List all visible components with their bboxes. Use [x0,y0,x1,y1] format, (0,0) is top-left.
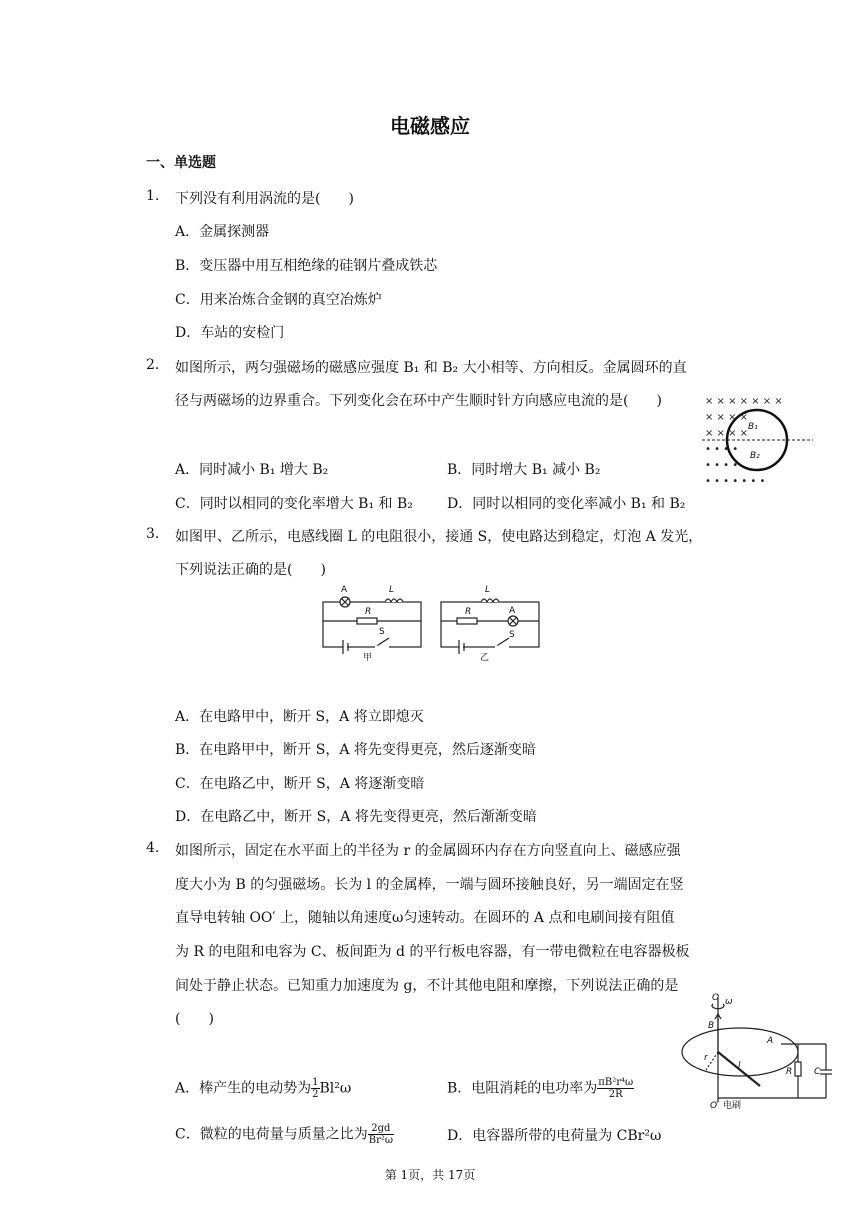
b1-label: B₁ [748,422,758,432]
question-4-option-c [175,1123,394,1146]
label-l: l [738,1061,741,1071]
question-1-number: 1. [146,188,160,204]
question-1-stem: 下列没有利用涡流的是( ) [175,191,354,207]
svg-text:× × × × × × ×: × × × × × × × [705,396,783,407]
section-heading: 一、单选题 [146,155,216,171]
question-4-option-b-prefix: B．电阻消耗的电功率为 [447,1080,598,1097]
field-into-page-marks [705,396,783,439]
question-2-option-c: C．同时以相同的变化率增大 B₁ 和 B₂ [175,496,413,512]
circuit-jia-label-r: R [365,607,372,617]
circuit-yi-label-a: A [509,606,516,616]
question-1-option-d: D．车站的安检门 [175,325,285,341]
question-4-option-a-suffix: Bl²ω [319,1080,352,1097]
circuit-yi-inductor [481,599,499,602]
question-4-option-c-fraction [368,1123,394,1146]
question-2-number: 2. [146,357,160,373]
circuit-yi-frame [441,602,539,647]
question-3-stem-line2: 下列说法正确的是( ) [175,562,326,578]
question-4-option-a-numerator: 1 [312,1077,319,1088]
label-b: B [708,1021,715,1031]
question-3-option-a: A．在电路甲中，断开 S，A 将立即熄灭 [175,709,424,725]
label-omega: ω [725,997,733,1007]
question-4-option-b [447,1077,634,1100]
question-4-option-d: D．电容器所带的电荷量为 CBr²ω [447,1128,662,1144]
question-2-option-d: D．同时以相同的变化率减小 B₁ 和 B₂ [447,496,686,512]
question-3-number: 3. [146,526,160,542]
question-1-option-b: B．变压器中用互相绝缘的硅钢片叠成铁芯 [175,258,438,274]
question-4-stem-line4: 为 R 的电阻和电容为 C、板间距为 d 的平行板电容器，有一带电微粒在电容器极板 [175,944,690,960]
page-footer: 第 1页，共 17页 [384,1168,476,1182]
question-4-option-c-numerator: 2gd [368,1123,394,1135]
question-3-option-d: D．在电路乙中，断开 S，A 将先变得更亮，然后渐渐变暗 [175,809,537,825]
svg-text:• • • •: • • • • [705,444,739,455]
question-4-stem-line3: 直导电转轴 OO′ 上，随轴以角速度ω匀速转动。在圆环的 A 点和电刷间接有阻值 [175,910,675,926]
question-4-option-b-numerator: πB²r⁴ω [598,1077,634,1088]
question-3-option-c: C．在电路乙中，断开 S，A 将逐渐变暗 [175,776,425,792]
question-2-stem-line1: 如图所示，两匀强磁场的磁感应强度 B₁ 和 B₂ 大小相等、方向相反。金属圆环的直 [175,360,687,376]
label-o-prime: O′ [710,1101,720,1111]
question-2-option-a: A．同时减小 B₁ 增大 B₂ [175,462,329,478]
circuit-yi-label-s: S [509,630,515,640]
question-4-number: 4. [146,840,160,856]
label-r-resistor: R [786,1067,793,1077]
question-4-stem-line2: 度大小为 B 的匀强磁场。长为 l 的金属棒，一端与圆环接触良好，另一端固定在竖 [175,877,684,893]
question-4-option-a-prefix: A．棒产生的电动势为 [175,1080,312,1097]
circuit-yi-label-r: R [465,607,472,617]
circuit-yi-resistor [457,618,477,624]
magnetic-field-ring-figure [700,393,815,488]
page-title: 电磁感应 [390,114,470,138]
svg-text:× × × ×: × × × × [705,412,749,423]
question-4-option-a-denominator: 2 [312,1089,319,1100]
question-4-option-c-prefix: C．微粒的电荷量与质量之比为 [175,1126,368,1143]
question-4-option-b-fraction [597,1077,634,1100]
circuit-jia-resistor [357,618,377,624]
circuit-jia-label-a: A [341,585,348,595]
question-3-stem-line1: 如图甲、乙所示，电感线圈 L 的电阻很小，接通 S，使电路达到稳定，灯泡 A 发光， [175,529,703,545]
question-4-stem-line6: ( ) [175,1011,214,1027]
svg-text:× × × ×: × × × × [705,428,749,439]
question-2-stem-line2: 径与两磁场的边界重合。下列变化会在环中产生顺时针方向感应电流的是( ) [175,393,662,409]
circuit-jia-label-s: S [379,627,385,637]
question-4-option-b-denominator: 2R [608,1089,623,1100]
question-4-stem-line5: 间处于静止状态。已知重力加速度为 g，不计其他电阻和摩擦，下列说法正确的是 [175,978,679,994]
svg-text:• • • •: • • • • [705,460,739,471]
b2-label: B₂ [750,451,760,461]
question-1-option-a: A．金属探测器 [175,224,270,240]
label-brush: 电刷 [723,1101,742,1111]
label-c: C [814,1067,821,1077]
svg-text:• • • • • • •: • • • • • • • [705,476,766,487]
label-o: O [712,993,720,1003]
radius-r [706,1052,718,1070]
rotating-rod-figure [676,990,848,1118]
label-a: A [767,1036,774,1046]
circuit-yi-label-l: L [485,585,491,595]
question-4-stem-line1: 如图所示，固定在水平面上的半径为 r 的金属圆环内存在方向竖直向上、磁感应强 [175,843,681,859]
question-4-option-c-denominator: Br²ω [368,1135,394,1146]
circuit-jia-label-l: L [389,585,395,595]
circuit-yi-caption: 乙 [480,653,490,662]
circuit-figures [315,580,545,662]
question-4-option-a [175,1077,351,1100]
question-3-option-b: B．在电路甲中，断开 S，A 将先变得更亮，然后逐渐变暗 [175,742,536,758]
resistor-r [795,1062,801,1076]
question-4-option-a-fraction [311,1077,319,1100]
label-r-radius: r [704,1053,708,1063]
question-2-option-b: B．同时增大 B₁ 减小 B₂ [447,462,601,478]
question-1-option-c: C．用来冶炼合金钢的真空冶炼炉 [175,292,382,308]
circuit-jia-caption: 甲 [363,653,373,662]
circuit-jia-inductor [385,599,403,602]
